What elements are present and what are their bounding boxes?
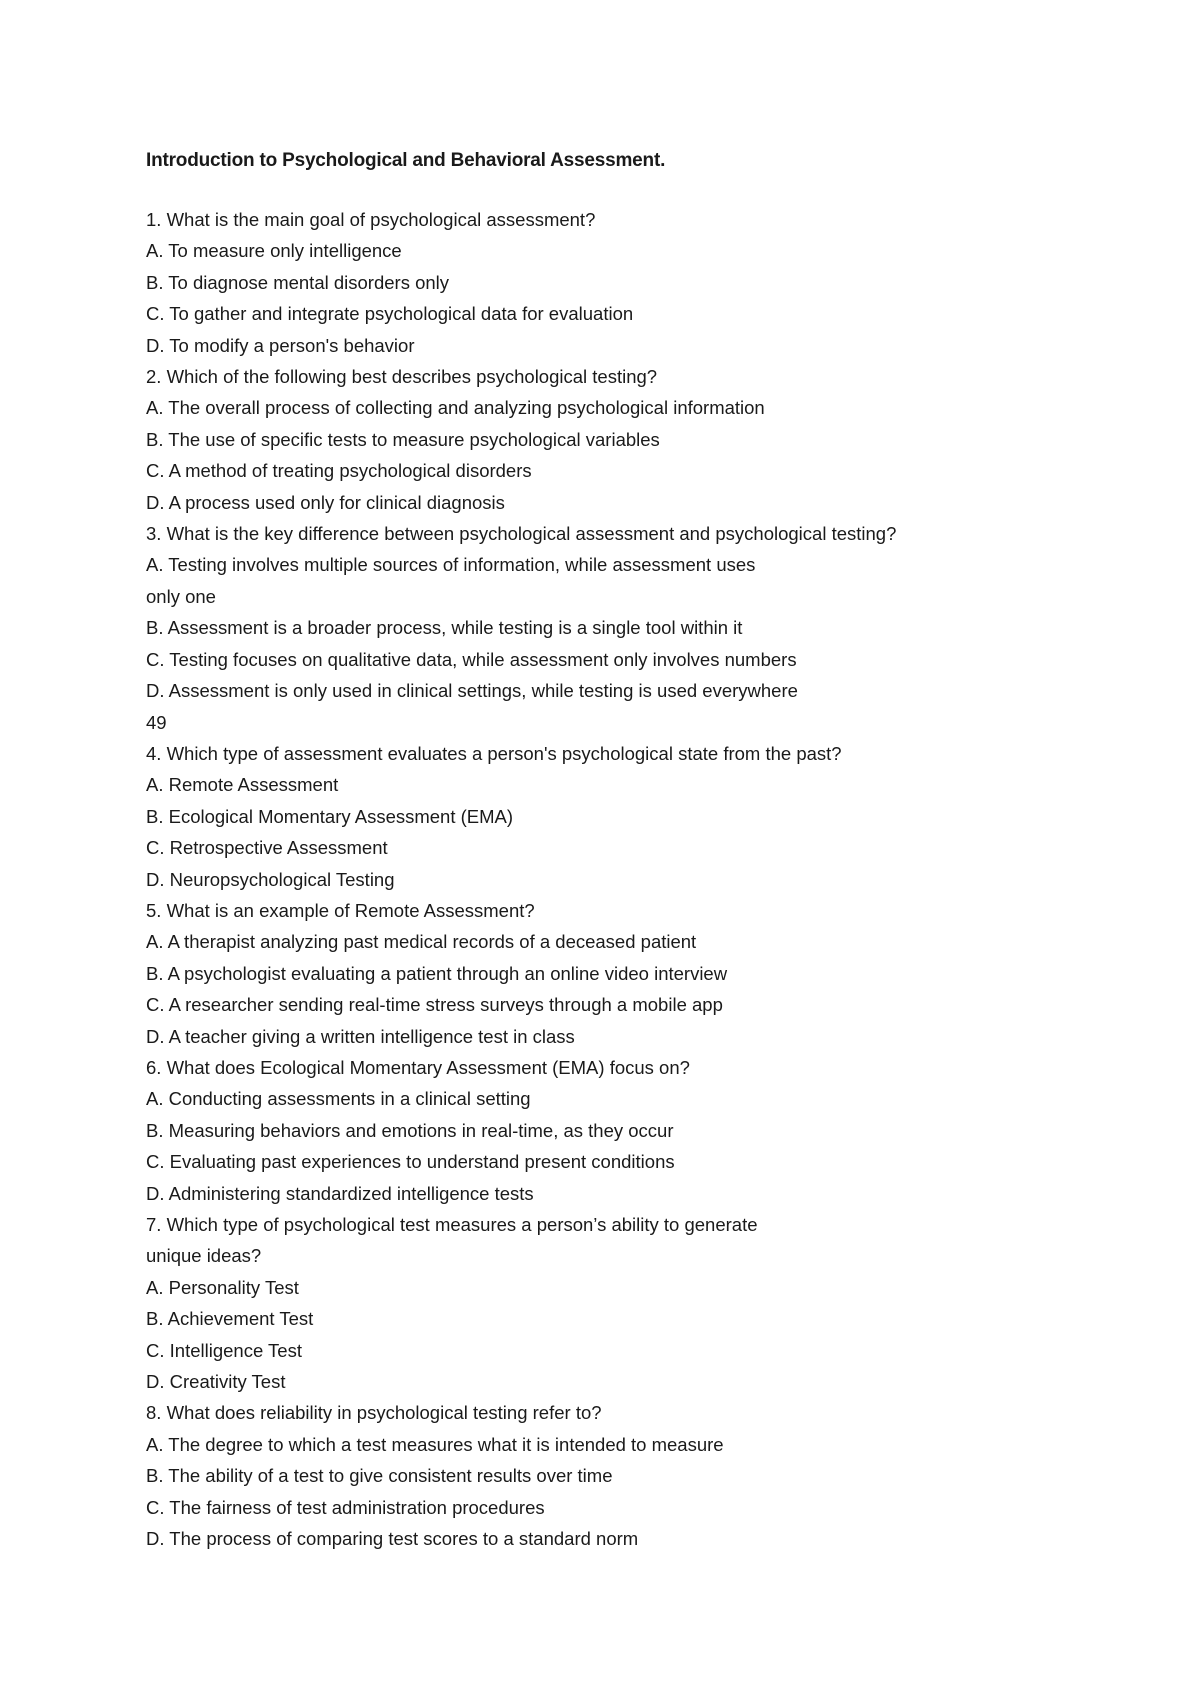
option-1c: C. To gather and integrate psychological data for evaluation [146,303,634,325]
option-1d: D. To modify a person's behavior [146,334,415,356]
option-3d: D. Assessment is only used in clinical settings, while testing is used everywhere [146,680,798,702]
option-2d: D. A process used only for clinical diagnosis [146,491,505,513]
page-number: 49 [146,711,167,733]
option-3c: C. Testing focuses on qualitative data, while assessment only involves numbers [146,648,797,670]
option-6b: B. Measuring behaviors and emotions in real-time, as they occur [146,1119,674,1141]
question-4: 4. Which type of assessment evaluates a person's psychological state from the past? [146,742,842,764]
option-2a: A. The overall process of collecting and analyzing psychological information [146,397,765,419]
document-page [146,146,1106,1554]
question-1: 1. What is the main goal of psychological assessment? [146,209,596,230]
option-7c: C. Intelligence Test [146,1339,302,1361]
option-7a: A. Personality Test [146,1276,299,1298]
option-7d: D. Creativity Test [146,1371,286,1393]
option-2b: B. The use of specific tests to measure psychological variables [146,428,660,450]
option-6d: D. Administering standardized intelligence tests [146,1182,534,1204]
document-title: Introduction to Psychological and Behavioral Assessment. [146,150,666,171]
question-8: 8. What does reliability in psychological testing refer to? [146,1402,602,1424]
question-2: 2. Which of the following best describes psychological testing? [146,366,658,388]
document-body [146,204,1106,1554]
option-3a: A. Testing involves multiple sources of information, while assessment uses [146,554,756,576]
option-1b: B. To diagnose mental disorders only [146,271,450,293]
option-4a: A. Remote Assessment [146,774,339,796]
question-7-continued: unique ideas? [146,1245,262,1267]
question-6: 6. What does Ecological Momentary Assessment (EMA) focus on? [146,1056,690,1078]
option-5d: D. A teacher giving a written intelligence test in class [146,1025,575,1047]
option-3b: B. Assessment is a broader process, while testing is a single tool within it [146,617,743,639]
option-8b: B. The ability of a test to give consistent results over time [146,1465,613,1487]
option-8d: D. The process of comparing test scores to a standard norm [146,1528,639,1550]
option-4b: B. Ecological Momentary Assessment (EMA) [146,805,514,827]
option-2c: C. A method of treating psychological disorders [146,460,532,482]
option-8c: C. The fairness of test administration procedures [146,1496,545,1518]
option-3a-continued: only one [146,585,216,607]
option-4d: D. Neuropsychological Testing [146,868,395,890]
option-8a: A. The degree to which a test measures what it is intended to measure [146,1433,724,1455]
option-7b: B. Achievement Test [146,1308,314,1330]
option-6a: A. Conducting assessments in a clinical setting [146,1088,531,1110]
option-1a: A. To measure only intelligence [146,240,402,262]
option-6c: C. Evaluating past experiences to understand present conditions [146,1151,675,1173]
option-5c: C. A researcher sending real-time stress surveys through a mobile app [146,994,723,1016]
option-5b: B. A psychologist evaluating a patient through an online video interview [146,962,728,984]
option-4c: C. Retrospective Assessment [146,837,388,859]
question-3: 3. What is the key difference between psychological assessment and psychological testing? [146,523,897,545]
option-5a: A. A therapist analyzing past medical records of a deceased patient [146,931,697,953]
question-7: 7. Which type of psychological test measures a person’s ability to generate [146,1214,758,1235]
question-5: 5. What is an example of Remote Assessment? [146,899,535,921]
